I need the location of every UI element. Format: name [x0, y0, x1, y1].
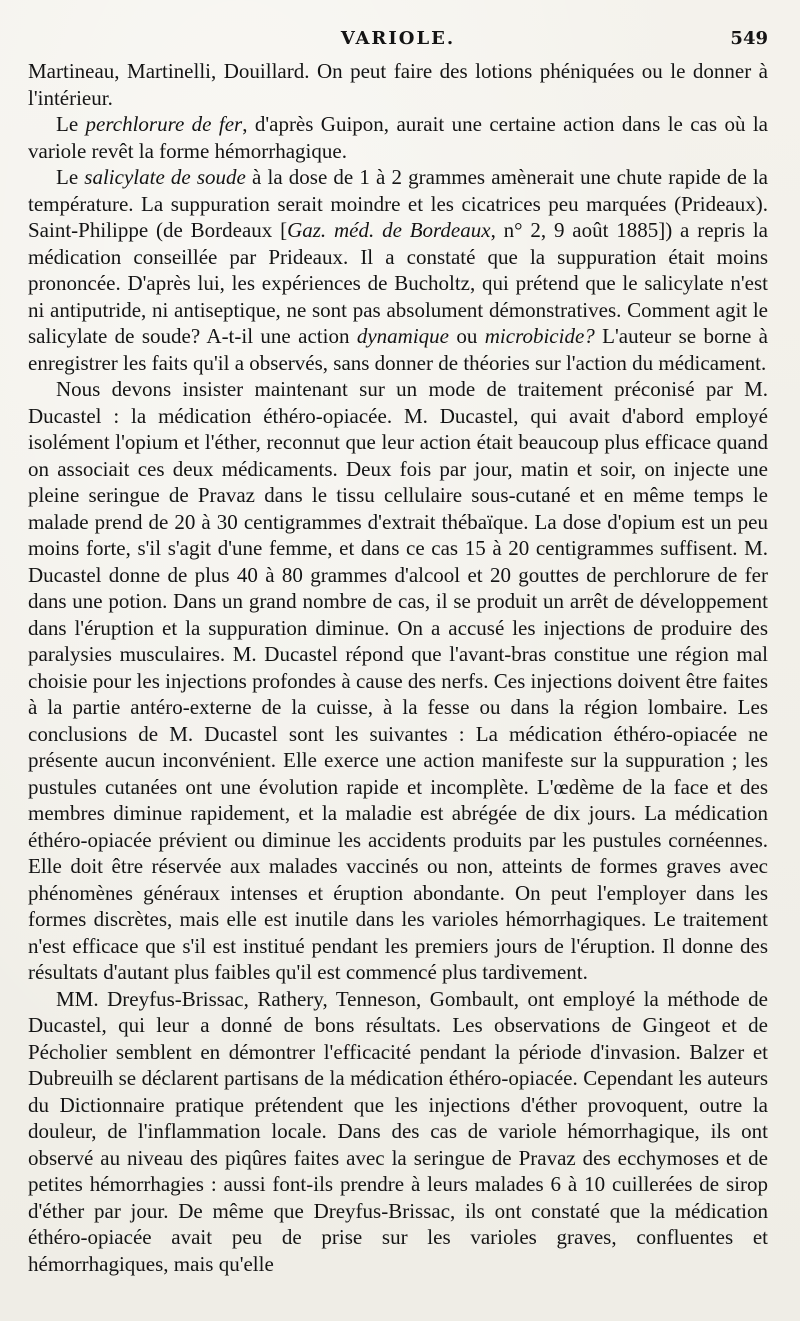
page-header	[28, 28, 768, 58]
paragraph-2	[28, 111, 768, 164]
text-run: Le	[56, 112, 86, 136]
text-run: MM. Dreyfus-Brissac, Rathery, Tenneson, Gombault, ont employé la méthode de Ducastel, qui leur a donné de bons résultats. Les observations de Gingeot et de Pécholier semblent en démontrer l'efficacité pendant la période d'invasion. Balzer et Dubreuilh se déclarent partisans de la médication éthéro-opiacée. Cependant les auteurs du Dictionnaire pratique prétendent que les injections d'éther provoquent, outre la douleur, de l'inflammation locale. Dans des cas de variole hémorrhagique, ils ont observé au niveau des piqûres faites avec la seringue de Pravaz des ecchymoses et de petites hémorrhagies : aussi font-ils prendre à leurs malades 6 à 10 cuillerées de sirop d'éther par jour. De même que Dreyfus-Brissac, ils ont constaté que la médication éthéro-opiacée avait peu de prise sur les varioles graves, confluentes et hémorrhagiques, mais qu'elle	[28, 986, 768, 1276]
text-run: ou	[448, 324, 485, 348]
italic-text: perchlorure de fer	[85, 112, 243, 136]
running-title: VARIOLE.	[340, 28, 456, 49]
page-number: 549	[730, 28, 768, 49]
italic-text: Gaz. méd. de Bordeaux	[287, 218, 491, 242]
italic-text: microbicide?	[484, 324, 595, 348]
italic-text: salicylate de soude	[84, 165, 246, 189]
text-run: , n° 2, 9 août 1885]) a repris la médication conseillée par Prideaux. Il a constaté que la suppuration était moins prononcée. D'après lui, les expériences de Bucholtz, qui prétend que le salicylate n'est ni antiputride, ni antiseptique, ne sont pas absolument démonstratives. Comment agit le salicylate de soude? A-t-il une action	[28, 218, 768, 348]
body-text	[28, 58, 768, 1277]
paragraph-4	[28, 376, 768, 986]
paragraph-3	[28, 164, 768, 376]
text-run: , d'après Guipon, aurait une certaine action dans le cas où la variole revêt la forme hémorrhagique.	[28, 112, 768, 163]
paragraph-5	[28, 986, 768, 1278]
text-run: Le	[56, 165, 85, 189]
text-run: à la dose de 1 à 2 grammes amènerait une chute rapide de la température. La suppuration serait moindre et les cicatrices peu marquées (Prideaux). Saint-Philippe (de Bordeaux [	[28, 165, 768, 242]
text-run: Nous devons insister maintenant sur un mode de traitement préconisé par M. Ducastel : la médication éthéro-opiacée. M. Ducastel, qui avait d'abord employé isolément l'opium et l'éther, reconnut que leur action était beaucoup plus efficace quand on associait ces deux médicaments. Deux fois par jour, matin et soir, on injecte une pleine seringue de Pravaz dans le tissu cellulaire sous-cutané et en même temps le malade prend de 20 à 30 centigrammes d'extrait thébaïque. La dose d'opium est un peu moins forte, s'il s'agit d'une femme, et dans ce cas 15 à 20 centigrammes suffisent. M. Ducastel donne de plus 40 à 80 grammes d'alcool et 20 gouttes de perchlorure de fer dans une potion. Dans un grand nombre de cas, il se produit un arrêt de développement dans l'éruption et la suppuration diminue. On a accusé les injections de produire des paralysies musculaires. M. Ducastel répond que l'avant-bras constitue une région mal choisie pour les injections profondes à cause des nerfs. Ces injections doivent être faites à la partie antéro-externe de la cuisse, à la fesse ou dans la région lombaire. Les conclusions de M. Ducastel sont les suivantes : La médication éthéro-opiacée ne présente aucun inconvénient. Elle exerce une action manifeste sur la suppuration ; les pustules cutanées ont une évolution rapide et incomplète. L'œdème de la face et des membres diminue rapidement, et la maladie est abrégée de dix jours. La médication éthéro-opiacée prévient ou diminue les accidents produits par les pustules cornéennes. Elle doit être réservée aux malades vaccinés ou non, atteints de formes graves avec phénomènes généraux intenses et éruption abondante. On peut l'employer dans les formes discrètes, mais elle est inutile dans les varioles hémorrhagiques. Le traitement n'est efficace que s'il est institué pendant les premiers jours de l'éruption. Il donne des résultats d'autant plus faibles qu'il est commencé plus tardivement.	[28, 377, 768, 984]
text-run: L'auteur se borne à enregistrer les faits qu'il a observés, sans donner de théories sur l'action du médicament.	[28, 324, 769, 375]
paragraph-1	[28, 58, 768, 111]
text-run: Martineau, Martinelli, Douillard. On peut faire des lotions phéniquées ou le donner à l'intérieur.	[28, 59, 768, 110]
italic-text: dynamique	[356, 324, 449, 348]
